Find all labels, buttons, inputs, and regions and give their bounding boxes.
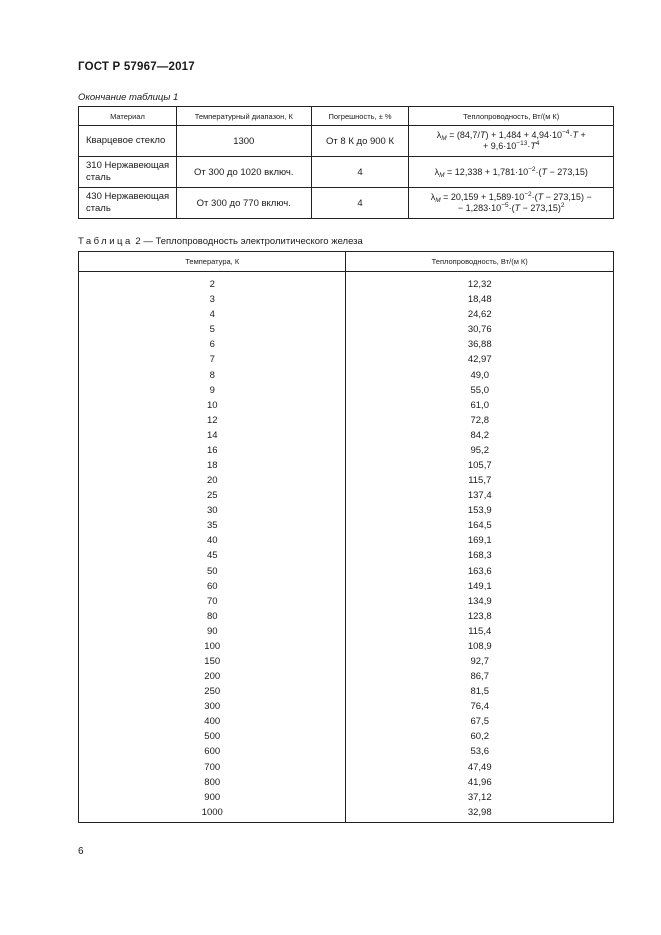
temperature-cell: 25 [79,488,346,503]
conductivity-cell: 123,8 [346,609,614,624]
conductivity-cell: 168,3 [346,548,614,563]
table1-header-conductivity: Теплопроводность, Вт/(м К) [409,107,614,126]
table-row [79,594,614,609]
material-line2: сталь [86,203,111,214]
conductivity-cell: 81,5 [346,684,614,699]
formula-steel310: $\lambda_M = 12,338 + 1,781\cdot 10^{-2}\cdot(T - 273,15)$ [434,165,588,179]
temperature-cell: 3 [79,292,346,307]
table-row [79,533,614,548]
table1-cell-range: От 300 до 1020 включ. [176,157,311,188]
conductivity-cell: 76,4 [346,699,614,714]
table-row [79,428,614,443]
table1-header-material: Материал [79,107,177,126]
formula-quartz-line1: $\lambda_M = (84,7/T) + 1,484 + 4,94\cdot 10^{-4}\cdot T$ + [436,129,586,142]
conductivity-cell: 12,32 [346,272,614,293]
temperature-cell: 6 [79,337,346,352]
temperature-cell: 45 [79,548,346,563]
table-row [79,805,614,823]
table-row [79,398,614,413]
table1-header-error: Погрешность, ± % [311,107,409,126]
table2-header-temperature: Температура, К [79,252,346,272]
conductivity-cell: 60,2 [346,729,614,744]
conductivity-cell: 95,2 [346,443,614,458]
temperature-cell: 300 [79,699,346,714]
table-row [79,367,614,382]
formula-steel430-line1: $\lambda_M = 20,159 + 1,589\cdot 10^{-2}\cdot(T - 273,15)$ − [430,191,592,204]
temperature-cell: 18 [79,458,346,473]
temperature-cell: 10 [79,398,346,413]
table2 [78,251,614,823]
material-line1: 430 Нержавеющая [86,191,170,202]
conductivity-cell: 164,5 [346,518,614,533]
conductivity-cell: 36,88 [346,337,614,352]
table2-body [79,272,614,823]
table1-cell-error: От 8 К до 900 К [311,126,409,157]
temperature-cell: 4 [79,307,346,322]
table1-cell-range: 1300 [176,126,311,157]
table-row [79,563,614,578]
conductivity-cell: 41,96 [346,775,614,790]
table-row [79,729,614,744]
table2-caption-title: 2 — Теплопроводность электролитического железа [135,236,363,247]
table-row [79,503,614,518]
temperature-cell: 30 [79,503,346,518]
table1-cell-error: 4 [311,157,409,188]
conductivity-cell: 153,9 [346,503,614,518]
table1-row [79,157,614,188]
table1-row [79,188,614,219]
table1-cell-formula [409,157,614,188]
table-row [79,714,614,729]
table-row [79,383,614,398]
table-row [79,579,614,594]
table2-header-row [79,252,614,272]
temperature-cell: 250 [79,684,346,699]
temperature-cell: 200 [79,669,346,684]
table-row [79,760,614,775]
conductivity-cell: 61,0 [346,398,614,413]
document-standard-header: ГОСТ Р 57967—2017 [78,61,195,73]
temperature-cell: 7 [79,352,346,367]
table-row [79,443,614,458]
conductivity-cell: 47,49 [346,760,614,775]
table1-cell-material [79,157,177,188]
table-row [79,624,614,639]
table1-cell-range: От 300 до 770 включ. [176,188,311,219]
table-row [79,639,614,654]
conductivity-cell: 18,48 [346,292,614,307]
table-row [79,744,614,759]
temperature-cell: 35 [79,518,346,533]
table1-cell-material [79,188,177,219]
temperature-cell: 900 [79,790,346,805]
conductivity-cell: 115,4 [346,624,614,639]
temperature-cell: 8 [79,367,346,382]
page-number: 6 [78,846,84,857]
table-row [79,352,614,367]
conductivity-cell: 84,2 [346,428,614,443]
table1-cell-material: Кварцевое стекло [79,126,177,157]
temperature-cell: 9 [79,383,346,398]
conductivity-cell: 86,7 [346,669,614,684]
conductivity-cell: 30,76 [346,322,614,337]
table-row [79,518,614,533]
conductivity-cell: 32,98 [346,805,614,823]
table-row [79,307,614,322]
table2-caption [78,236,363,247]
conductivity-cell: 137,4 [346,488,614,503]
table-row [79,322,614,337]
formula-quartz-line2: + $9,6\cdot 10^{-13}\cdot T^4$ [483,140,540,151]
table-row [79,337,614,352]
conductivity-cell: 37,12 [346,790,614,805]
temperature-cell: 14 [79,428,346,443]
table-row [79,790,614,805]
table-row [79,272,614,293]
temperature-cell: 16 [79,443,346,458]
table-row [79,775,614,790]
temperature-cell: 800 [79,775,346,790]
conductivity-cell: 115,7 [346,473,614,488]
temperature-cell: 600 [79,744,346,759]
table2-header-conductivity: Теплопроводность, Вт/(м К) [346,252,614,272]
temperature-cell: 60 [79,579,346,594]
table-row [79,669,614,684]
table1-cell-formula [409,126,614,157]
material-line1: 310 Нержавеющая [86,160,170,171]
conductivity-cell: 92,7 [346,654,614,669]
temperature-cell: 20 [79,473,346,488]
formula-steel430-line2: − $1,283\cdot 10^{-5}\cdot(T - 273,15)^2$ [457,202,565,213]
conductivity-cell: 108,9 [346,639,614,654]
table-row [79,473,614,488]
temperature-cell: 12 [79,413,346,428]
temperature-cell: 50 [79,563,346,578]
conductivity-cell: 72,8 [346,413,614,428]
temperature-cell: 5 [79,322,346,337]
table-row [79,488,614,503]
table1-row [79,126,614,157]
table-row [79,413,614,428]
material-line2: сталь [86,172,111,183]
temperature-cell: 70 [79,594,346,609]
table1-cell-formula [409,188,614,219]
table1-caption: Окончание таблицы 1 [78,92,179,103]
temperature-cell: 90 [79,624,346,639]
table-row [79,609,614,624]
conductivity-cell: 67,5 [346,714,614,729]
conductivity-cell: 24,62 [346,307,614,322]
conductivity-cell: 49,0 [346,367,614,382]
temperature-cell: 150 [79,654,346,669]
table-row [79,699,614,714]
table-row [79,458,614,473]
table-row [79,548,614,563]
conductivity-cell: 163,6 [346,563,614,578]
conductivity-cell: 134,9 [346,594,614,609]
table1-header-row [79,107,614,126]
conductivity-cell: 169,1 [346,533,614,548]
temperature-cell: 400 [79,714,346,729]
conductivity-cell: 149,1 [346,579,614,594]
conductivity-cell: 42,97 [346,352,614,367]
conductivity-cell: 55,0 [346,383,614,398]
temperature-cell: 40 [79,533,346,548]
temperature-cell: 500 [79,729,346,744]
table-row [79,292,614,307]
conductivity-cell: 105,7 [346,458,614,473]
temperature-cell: 2 [79,272,346,293]
table-row [79,684,614,699]
table2-caption-prefix: Таблица [78,236,133,247]
temperature-cell: 80 [79,609,346,624]
temperature-cell: 700 [79,760,346,775]
table1-header-range: Температурный диапазон, К [176,107,311,126]
table1-cell-error: 4 [311,188,409,219]
temperature-cell: 100 [79,639,346,654]
temperature-cell: 1000 [79,805,346,823]
table-row [79,654,614,669]
table1 [78,106,614,219]
conductivity-cell: 53,6 [346,744,614,759]
